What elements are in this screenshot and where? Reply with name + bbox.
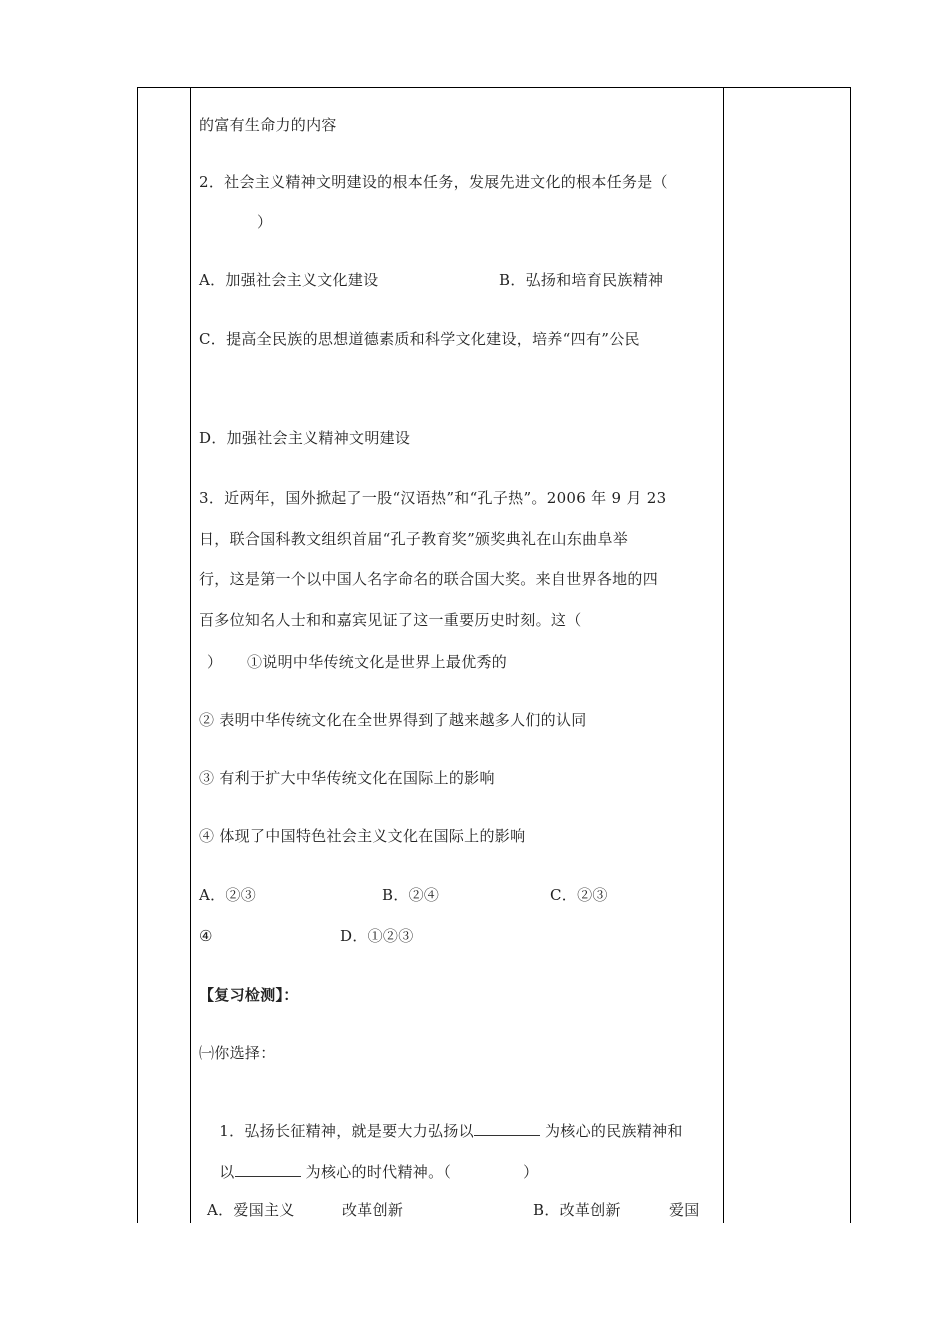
review-question-1-text: 1．弘扬长征精神，就是要大力弘扬以 <box>219 1122 474 1140</box>
statement-3: ③ 有利于扩大中华传统文化在国际上的影响 <box>199 769 495 787</box>
review-option-b: B．改革创新 <box>533 1201 621 1219</box>
review-question-1-line-2 <box>199 1142 538 1202</box>
option-a: A．加强社会主义文化建设 <box>199 271 379 289</box>
question-3-line-4: 百多位知名人士和和嘉宾见证了这一重要历史时刻。这（ <box>199 611 582 629</box>
review-option-a-part-2: 改革创新 <box>342 1201 404 1219</box>
subsection-choose: ㈠你选择： <box>199 1044 276 1062</box>
fill-blank-2[interactable] <box>235 1162 301 1177</box>
answer-b: B．②④ <box>382 886 440 904</box>
statement-4: ④ 体现了中国特色社会主义文化在国际上的影响 <box>199 827 526 845</box>
question-3-bracket-close: ） <box>207 653 223 671</box>
answer-c: C．②③ <box>550 886 608 904</box>
question-3-line-1: 3．近两年，国外掀起了一股“汉语热”和“孔子热”。2006 年 9 月 23 <box>199 489 667 507</box>
statement-2: ② 表明中华传统文化在全世界得到了越来越多人们的认同 <box>199 711 587 729</box>
option-d: D．加强社会主义精神文明建设 <box>199 429 411 447</box>
question-3-line-2: 日，联合国科教文组织首届“孔子教育奖”颁奖典礼在山东曲阜举 <box>199 530 629 548</box>
question-2: 2．社会主义精神文明建设的根本任务，发展先进文化的根本任务是（ <box>199 173 668 191</box>
fill-blank-1[interactable] <box>474 1121 540 1136</box>
section-heading-review: 【复习检测】： <box>199 986 299 1004</box>
review-question-1-bracket-close: ） <box>523 1163 539 1181</box>
review-question-1-text-3: 为核心的时代精神。（ <box>300 1163 452 1181</box>
question-3-line-3: 行，这是第一个以中国人名字命名的联合国大奖。来自世界各地的四 <box>199 570 659 588</box>
review-option-b-part-2: 爱国 <box>669 1201 700 1219</box>
left-column-divider <box>190 88 191 1223</box>
review-question-1-text-2: 以 <box>219 1163 235 1181</box>
review-question-1-text-end: 为核心的民族精神和 <box>539 1122 683 1140</box>
question-2-bracket-close: ） <box>257 213 273 231</box>
answer-a: A．②③ <box>199 886 257 904</box>
option-c: C．提高全民族的思想道德素质和科学文化建设，培养“四有”公民 <box>199 330 640 348</box>
text-line: 的富有生命力的内容 <box>199 116 337 134</box>
option-b: B．弘扬和培育民族精神 <box>499 271 664 289</box>
right-column-divider <box>723 88 724 1223</box>
statement-1: ①说明中华传统文化是世界上最优秀的 <box>247 653 508 671</box>
answer-d: D．①②③ <box>340 927 414 945</box>
question-content <box>199 87 719 1223</box>
review-option-a: A．爱国主义 <box>207 1201 295 1219</box>
answer-c-continued: ④ <box>199 927 213 945</box>
